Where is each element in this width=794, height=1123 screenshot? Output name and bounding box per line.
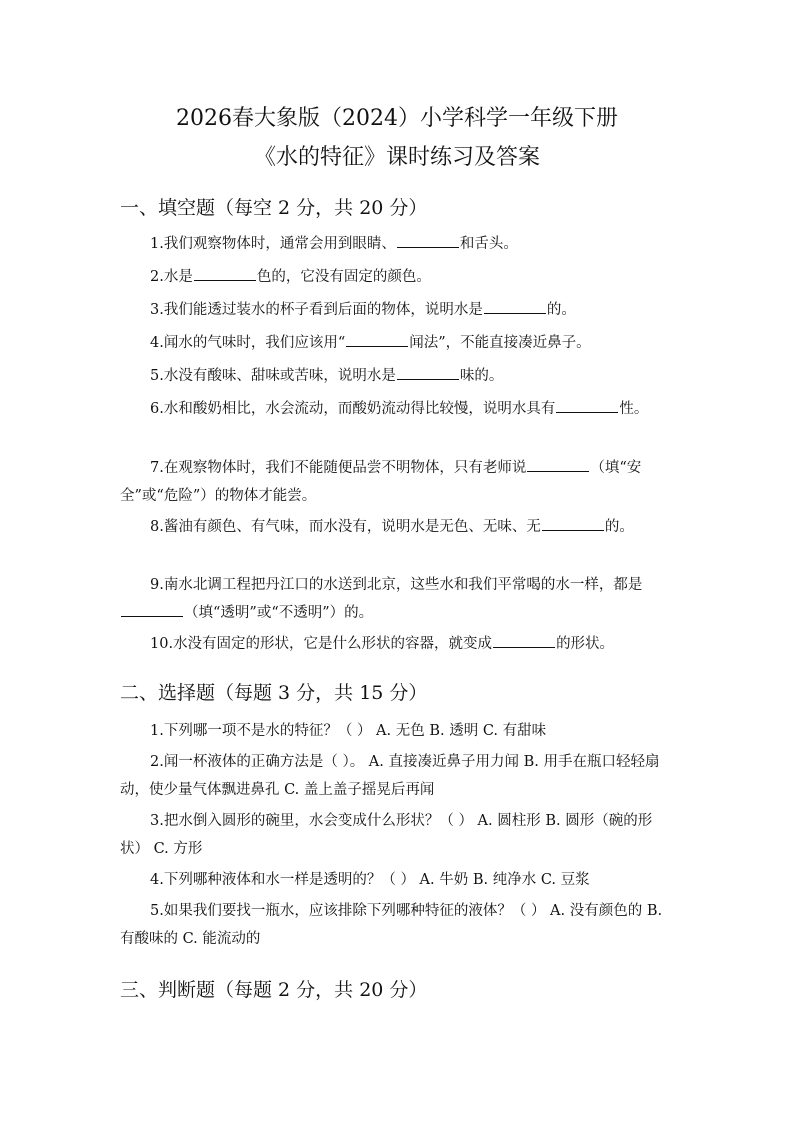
question-number: 4.	[150, 335, 164, 351]
question-text: 性。	[619, 401, 649, 417]
document-title: 2026春大象版（2024）小学科学一年级下册	[176, 106, 618, 131]
question-text: 和舌头。	[459, 236, 518, 252]
choice-question-4	[120, 866, 675, 894]
answer-blank[interactable]	[527, 457, 589, 472]
question-text: 味的。	[459, 368, 504, 384]
question-text: 下列哪一项不是水的特征？（ ） A. 无色 B. 透明 C. 有甜味	[163, 723, 547, 739]
question-number: 3.	[150, 302, 164, 318]
question-number: 8.	[150, 519, 164, 535]
question-text: （填“透明”或“不透明”）的。	[184, 605, 374, 621]
answer-blank[interactable]	[493, 633, 555, 648]
question-number: 6.	[150, 401, 164, 417]
question-text: 把水倒入圆形的碗里，水会变成什么形状？（ ） A. 圆柱形 B. 圆形（碗的形状） C. 方形	[120, 813, 653, 857]
answer-blank[interactable]	[397, 233, 459, 248]
question-number: 1.	[150, 236, 164, 252]
answer-blank[interactable]	[484, 299, 546, 314]
question-number: 3.	[150, 813, 164, 829]
fill-question-1	[120, 230, 675, 258]
question-number: 4.	[150, 872, 164, 888]
question-number: 10.	[150, 636, 174, 652]
fill-question-9	[120, 571, 675, 627]
question-text: 如果我们要找一瓶水，应该排除下列哪种特征的液体？（ ） A. 没有颜色的 B. 有酸味的 C. 能流动的	[120, 903, 663, 947]
choice-question-3	[120, 807, 675, 863]
question-text: 的。	[604, 519, 634, 535]
question-text: 酱油有颜色、有气味，而水没有，说明水是无色、无味、无	[163, 519, 541, 535]
question-text: 水没有固定的形状，它是什么形状的容器，就变成	[173, 636, 493, 652]
question-text: 的。	[546, 302, 576, 318]
question-text: 水没有酸味、甜味或苦味，说明水是	[163, 368, 396, 384]
choice-question-1	[120, 717, 675, 745]
answer-blank[interactable]	[121, 602, 183, 617]
answer-blank[interactable]	[346, 332, 408, 347]
fill-question-7	[120, 454, 675, 510]
section-heading-multiple-choice: 二、选择题（每题 3 分，共 15 分）	[120, 682, 428, 704]
question-text: 水是	[163, 269, 193, 285]
fill-question-3	[120, 296, 675, 324]
section-heading-true-false: 三、判断题（每题 2 分，共 20 分）	[120, 979, 428, 1001]
question-text: 水和酸奶相比，水会流动，而酸奶流动得比较慢，说明水具有	[163, 401, 556, 417]
answer-blank[interactable]	[556, 398, 618, 413]
answer-blank[interactable]	[542, 516, 604, 531]
question-text: 闻水的气味时，我们应该用“	[163, 335, 346, 351]
fill-question-8	[120, 513, 675, 541]
question-number: 1.	[150, 723, 164, 739]
fill-question-2	[120, 263, 675, 291]
question-text: 闻法”，不能直接凑近鼻子。	[409, 335, 591, 351]
question-number: 9.	[150, 577, 164, 593]
question-text: 的形状。	[556, 636, 615, 652]
document-subtitle: 《水的特征》课时练习及答案	[253, 145, 540, 170]
question-text: 我们观察物体时，通常会用到眼睛、	[163, 236, 396, 252]
fill-question-4	[120, 329, 675, 357]
answer-blank[interactable]	[194, 266, 256, 281]
section-heading-fill-in: 一、填空题（每空 2 分，共 20 分）	[120, 197, 428, 219]
answer-blank[interactable]	[397, 365, 459, 380]
fill-question-5	[120, 362, 675, 390]
choice-question-5	[120, 897, 675, 953]
fill-question-10	[120, 630, 675, 658]
question-number: 2.	[150, 269, 164, 285]
fill-question-6	[120, 395, 675, 423]
question-text: 闻一杯液体的正确方法是（ ）。 A. 直接凑近鼻子用力闻 B. 用手在瓶口轻轻扇动，使少量气体飘进鼻孔 C. 盖上盖子摇晃后再闻	[120, 754, 660, 798]
question-text: 在观察物体时，我们不能随便品尝不明物体，只有老师说	[163, 460, 527, 476]
question-number: 5.	[150, 903, 164, 919]
question-text: （填“安全”或“危险”）的物体才能尝。	[120, 460, 642, 504]
choice-question-2	[120, 748, 675, 804]
question-text: 我们能透过装水的杯子看到后面的物体，说明水是	[163, 302, 483, 318]
question-number: 7.	[150, 460, 164, 476]
question-number: 5.	[150, 368, 164, 384]
question-text: 南水北调工程把丹江口的水送到北京，这些水和我们平常喝的水一样，都是	[163, 577, 643, 593]
question-number: 2.	[150, 754, 164, 770]
question-text: 色的，它没有固定的颜色。	[256, 269, 431, 285]
question-text: 下列哪种液体和水一样是透明的？（ ） A. 牛奶 B. 纯净水 C. 豆浆	[163, 872, 590, 888]
